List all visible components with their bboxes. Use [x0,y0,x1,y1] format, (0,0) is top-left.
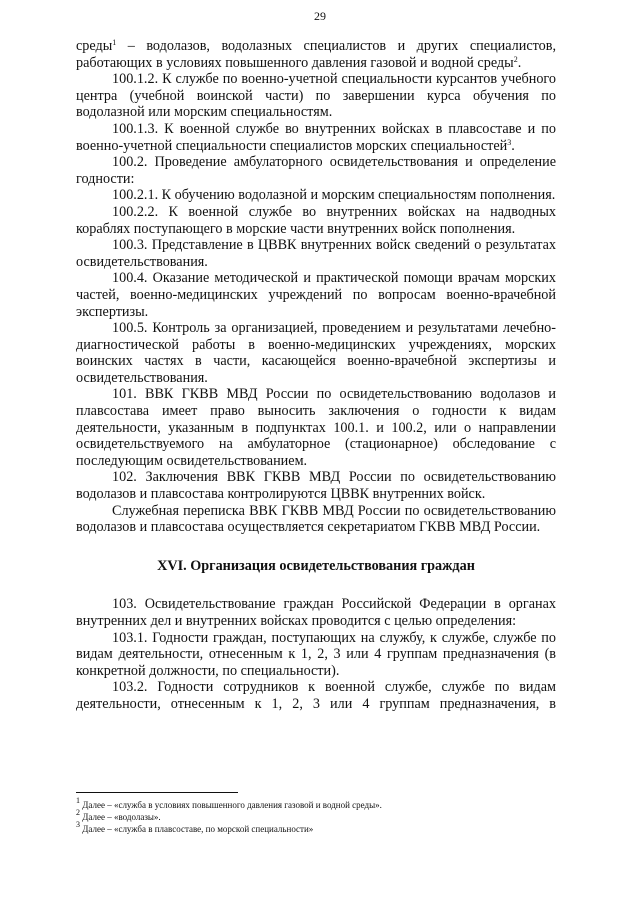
paragraph-100-5: 100.5. Контроль за организацией, проведением и результатами лечебно-диагностической работы в военно-медицинских учреждениях, морских воинских частях в части, касающейся военно-врачебной экспертизы и освидетельствования. [76,320,556,386]
footnote-item [76,808,556,823]
footnote-text: Далее – «служба в плавсоставе, по морской специальности» [80,824,314,834]
paragraph-100-2-1: 100.2.1. К обучению водолазной и морским специальностям пополнения. [112,187,556,204]
text-fragment: среды [76,38,113,54]
footnote-item [76,820,556,835]
text-fragment: . [511,137,515,154]
paragraph-100-1-3 [76,121,556,154]
main-text [76,38,556,713]
paragraph-103-2: 103.2. Годности сотрудников к военной службе, службе по видам деятельности, отнесенным к 1, 2, 3 или 4 группам предназначения, в [76,679,556,712]
paragraph-correspondence: Служебная переписка ВВК ГКВВ МВД России по освидетельствованию водолазов и плавсостава осуществляется секретариатом ГКВВ МВД России. [76,502,556,536]
section-heading: XVI. Организация освидетельствования граждан [157,557,475,574]
footnote-text: Далее – «водолазы». [80,812,161,822]
paragraph-101: 101. ВВК ГКВВ МВД России по освидетельствованию водолазов и плавсостава имеет право выносить заключения о годности к видам деятельности, указанным в подпунктах 100.1. и 100.2, или о направлении освидетельствуемого на амбулаторное (стационарное) обследование с последующим освидетельствованием. [76,386,556,469]
paragraph-continuation [76,38,556,71]
footnote-number: 3 [76,820,80,829]
page-number: 29 [314,9,326,23]
paragraph-102: 102. Заключения ВВК ГКВВ МВД России по освидетельствованию водолазов и плавсостава контролируются ЦВВК внутренних войск. [76,469,556,503]
footnote-item [76,796,556,811]
paragraph-100-2: 100.2. Проведение амбулаторного освидетельствования и определение годности: [76,154,556,187]
paragraph-103: 103. Освидетельствование граждан Российской Федерации в органах внутренних дел и внутренних войсках проводится с целью определения: [76,596,556,629]
text-fragment: . [517,54,522,71]
footnote-text: Далее – «служба в условиях повышенного давления газовой и водной среды». [80,800,382,810]
footnotes [76,796,556,835]
paragraph-100-4: 100.4. Оказание методической и практической помощи врачам морских частей, военно-медицинских учреждений по вопросам военно-врачебной экспертизы. [76,270,556,320]
footnote-number: 1 [76,796,80,805]
paragraph-100-1-2: 100.1.2. К службе по военно-учетной специальности курсантов учебного центра (учебной воинской части) по завершении курса обучения по водолазной или морским специальностям. [76,71,556,121]
footnote-separator [76,792,238,793]
paragraph-100-3: 100.3. Представление в ЦВВК внутренних войск сведений о результатах освидетельствования. [76,237,556,270]
paragraph-100-2-2: 100.2.2. К военной службе во внутренних войсках на надводных кораблях поступающего в морские части внутренних войск пополнения. [76,203,556,237]
footnote-ref: 1 [112,38,117,47]
footnote-ref: 2 [513,54,518,64]
text-fragment: – водолазов, водолазных специалистов и других специалистов, работающих в условиях повышенного давления газовой и водной среды [76,38,556,71]
footnote-ref: 3 [507,137,512,147]
footnote-number: 2 [76,808,80,817]
paragraph-103-1: 103.1. Годности граждан, поступающих на службу, к службе, службе по видам деятельности, отнесенным к 1, 2, 3 или 4 группам предназначения (в конкретной должности, по специальности). [76,629,556,679]
text-fragment: 100.1.3. К военной службе во внутренних войсках в плавсоставе и по военно-учетной специальности специалистов морских специальностей [76,120,556,154]
